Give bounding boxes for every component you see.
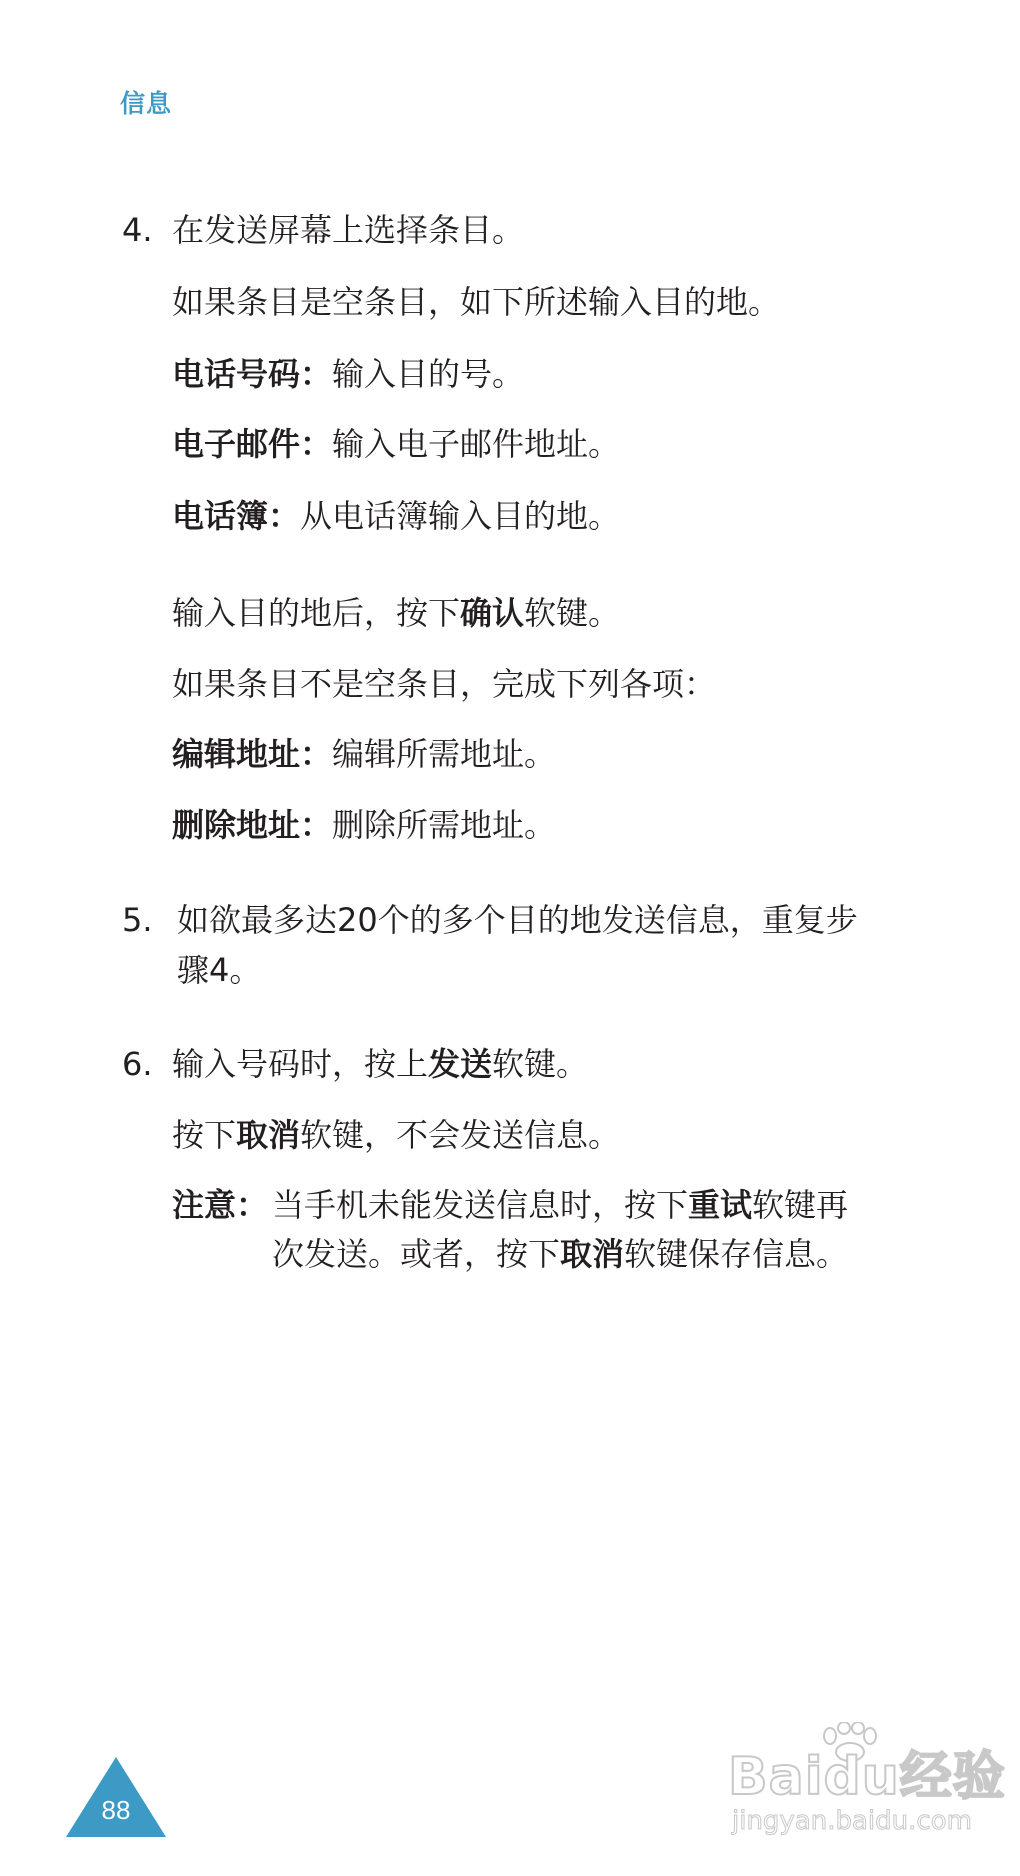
- step-number: 5.: [122, 901, 153, 939]
- option-label: 电话簿：: [172, 497, 301, 535]
- step-text: 如欲最多达20个的多个目的地发送信息，重复步: [177, 901, 858, 939]
- softkey-label: 取消: [236, 1116, 301, 1154]
- note-label: 注意：: [172, 1186, 269, 1224]
- option-label: 电子邮件：: [172, 425, 333, 463]
- text-segment: 输入号码时，按上: [172, 1045, 429, 1083]
- step-5-line-2: 骤4。: [177, 951, 262, 989]
- watermark-logo: Baidu经验: [728, 1747, 1006, 1807]
- text-segment: 输入目的地后，按下: [172, 594, 461, 632]
- text-segment: 按下: [172, 1116, 237, 1154]
- option-label: 电话号码：: [172, 355, 333, 393]
- watermark-url: jingyan.baidu.com: [732, 1806, 972, 1836]
- step-number: 6.: [122, 1045, 153, 1083]
- text-segment: 软键，不会发送信息。: [300, 1116, 621, 1154]
- option-label: 删除地址：: [172, 806, 333, 844]
- text-segment: 当手机未能发送信息时，按下: [272, 1186, 689, 1224]
- text-segment: 次发送。或者，按下: [272, 1235, 561, 1273]
- baidu-watermark: [728, 1724, 1006, 1844]
- note-line-1: [172, 1185, 848, 1225]
- option-item: [172, 805, 556, 845]
- option-desc: 删除所需地址。: [332, 806, 557, 844]
- option-item: [172, 354, 524, 394]
- softkey-label: 发送: [428, 1045, 493, 1083]
- step-5-line: [122, 900, 858, 940]
- option-item: [172, 496, 620, 536]
- page-number: 88: [101, 1795, 131, 1825]
- option-desc: 输入电子邮件地址。: [332, 425, 621, 463]
- step-text: 在发送屏幕上选择条目。: [172, 211, 525, 249]
- softkey-label: 确认: [460, 594, 525, 632]
- step-4-after-input: [172, 593, 620, 633]
- step-4-if-not-empty: 如果条目不是空条目，完成下列各项：: [172, 665, 717, 703]
- option-desc: 编辑所需地址。: [332, 735, 557, 773]
- note-line-2: [272, 1234, 848, 1274]
- text-segment: 软键保存信息。: [624, 1235, 849, 1273]
- step-6-cancel: [172, 1115, 620, 1155]
- option-item: [172, 424, 620, 464]
- option-desc: 从电话簿输入目的地。: [300, 497, 621, 535]
- step-6-line: [122, 1044, 588, 1084]
- section-title: 信息: [120, 89, 173, 118]
- text-segment: 软键。: [524, 594, 621, 632]
- option-item: [172, 734, 556, 774]
- softkey-label: 取消: [560, 1235, 625, 1273]
- text-segment: 软键。: [492, 1045, 589, 1083]
- text-segment: 软键再: [752, 1186, 849, 1224]
- step-4-if-empty: 如果条目是空条目，如下所述输入目的地。: [172, 283, 781, 321]
- option-label: 编辑地址：: [172, 735, 333, 773]
- option-desc: 输入目的号。: [332, 355, 525, 393]
- step-number: 4.: [122, 211, 153, 249]
- step-4-line: [122, 210, 524, 250]
- softkey-label: 重试: [688, 1186, 753, 1224]
